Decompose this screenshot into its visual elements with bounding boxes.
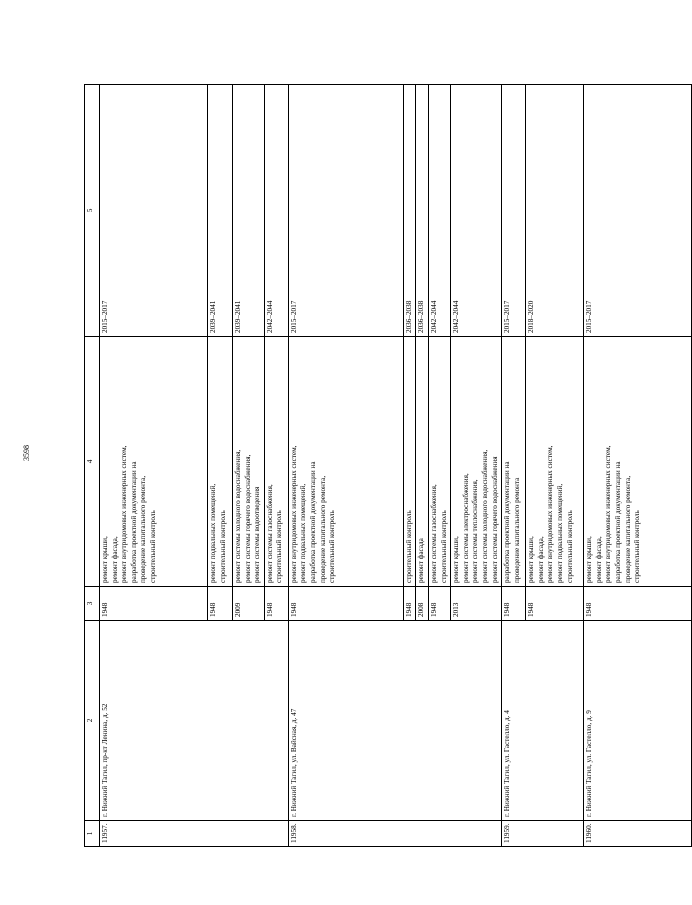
period-cell: 2039–2041 xyxy=(208,85,233,337)
work-item: разработка проектной документации на xyxy=(503,461,512,583)
work-item: ремонт внутридомовых инженерных систем, xyxy=(546,445,555,583)
work-item: проведение капитального ремонта, xyxy=(139,475,148,583)
work-item: разработка проектной документации на xyxy=(308,461,317,583)
row-number-cell: 11958. xyxy=(288,821,501,847)
page-number: 3598 xyxy=(22,445,31,461)
row-number-cell: 11960. xyxy=(584,821,692,847)
year-cell: 1948 xyxy=(584,587,692,621)
work-item: ремонт подвальных помещений, xyxy=(209,483,217,583)
work-item: ремонт системы горячего водоснабжения, xyxy=(243,454,252,583)
work-item: ремонт системы электроснабжения, xyxy=(461,473,470,583)
work-item: разработка проектной документации на xyxy=(613,461,622,583)
work-item: ремонт системы холодного водоснабжения, xyxy=(234,449,242,583)
header-row xyxy=(85,85,100,847)
work-item: ремонт крыши, xyxy=(527,536,536,583)
work-item: ремонт фасада, xyxy=(594,536,603,583)
work-item: ремонт системы холодного водоснабжения, xyxy=(480,449,489,583)
rotated-table-wrapper xyxy=(84,85,642,847)
work-item: строительный контроль xyxy=(328,510,337,583)
works-cell xyxy=(233,337,265,587)
work-item: ремонт фасада xyxy=(417,538,426,583)
address-cell: г. Нижний Тагил, пр-кт Ленина, д. 52 xyxy=(100,621,289,821)
work-item: строительный контроль xyxy=(218,510,227,583)
work-item: ремонт системы теплоснабжения, xyxy=(471,479,480,583)
work-item: проведение капитального ремонта, xyxy=(623,475,632,583)
header-cell: 4 xyxy=(85,337,100,587)
period-cell: 2015–2017 xyxy=(584,85,692,337)
table-body xyxy=(85,85,692,847)
works-cell xyxy=(100,337,208,587)
year-cell: 1948 xyxy=(208,587,233,621)
work-item: проведение капитального ремонта, xyxy=(318,475,327,583)
year-cell: 1948 xyxy=(264,587,288,621)
year-cell: 2013 xyxy=(451,587,502,621)
work-item: проведение капитального ремонта xyxy=(512,477,521,583)
repair-schedule-table xyxy=(84,84,692,847)
work-item: ремонт подвальных помещений, xyxy=(555,483,564,583)
works-cell xyxy=(403,337,416,587)
period-cell: 2042–2044 xyxy=(264,85,288,337)
work-item: ремонт подвальных помещений, xyxy=(299,483,308,583)
work-item: ремонт крыши, xyxy=(585,536,594,583)
work-item: строительный контроль xyxy=(404,510,413,583)
work-item: ремонт системы водоотведения xyxy=(253,486,262,583)
table-row xyxy=(288,85,403,847)
year-cell: 1948 xyxy=(100,587,208,621)
work-item: ремонт системы горячего водоснабжения xyxy=(490,456,499,583)
works-cell xyxy=(264,337,288,587)
work-item: строительный контроль xyxy=(275,510,284,583)
work-item: строительный контроль xyxy=(565,510,574,583)
year-cell: 1948 xyxy=(403,587,416,621)
table-row xyxy=(584,85,692,847)
period-cell: 2042–2044 xyxy=(428,85,450,337)
year-cell: 1948 xyxy=(502,587,526,621)
works-cell xyxy=(416,337,429,587)
address-cell: г. Нижний Тагил, ул. Гастелло, д. 4 xyxy=(502,621,584,821)
header-cell: 2 xyxy=(85,621,100,821)
table-row xyxy=(100,85,208,847)
work-item: разработка проектной документации на xyxy=(129,461,138,583)
work-item: ремонт крыши, xyxy=(101,536,109,583)
works-cell xyxy=(584,337,692,587)
work-item: строительный контроль xyxy=(148,510,157,583)
work-item: строительный контроль xyxy=(439,510,448,583)
period-cell: 2036–2038 xyxy=(403,85,416,337)
work-item: ремонт внутридомовых инженерных систем, xyxy=(604,445,613,583)
header-cell: 5 xyxy=(85,85,100,337)
period-cell: 2015–2017 xyxy=(100,85,208,337)
period-cell: 2018–2020 xyxy=(526,85,584,337)
address-cell: г. Нижний Тагил, ул. Гастелло, д. 9 xyxy=(584,621,692,821)
work-item: строительный контроль xyxy=(633,510,642,583)
period-cell: 2015–2017 xyxy=(288,85,403,337)
period-cell: 2039–2041 xyxy=(233,85,265,337)
year-cell: 2008 xyxy=(416,587,429,621)
row-number-cell: 11957. xyxy=(100,821,289,847)
year-cell: 2009 xyxy=(233,587,265,621)
year-cell: 1948 xyxy=(526,587,584,621)
works-cell xyxy=(428,337,450,587)
header-cell: 3 xyxy=(85,587,100,621)
period-cell: 2036–2038 xyxy=(416,85,429,337)
work-item: ремонт внутридомовых инженерных систем, xyxy=(120,445,129,583)
works-cell xyxy=(526,337,584,587)
works-cell xyxy=(288,337,403,587)
header-cell: 1 xyxy=(85,821,100,847)
work-item: ремонт фасада, xyxy=(536,536,545,583)
work-item: ремонт внутридомовых инженерных систем, xyxy=(289,445,298,583)
table-row xyxy=(502,85,526,847)
year-cell: 1948 xyxy=(288,587,403,621)
row-number-cell: 11959. xyxy=(502,821,584,847)
year-cell: 1948 xyxy=(428,587,450,621)
period-cell: 2042–2044 xyxy=(451,85,502,337)
period-cell: 2015–2017 xyxy=(502,85,526,337)
work-item: ремонт системы газоснабжения, xyxy=(429,484,438,583)
work-item: ремонт фасада, xyxy=(110,536,119,583)
works-cell xyxy=(451,337,502,587)
work-item: ремонт крыши, xyxy=(452,536,461,583)
work-item: ремонт системы газоснабжения, xyxy=(265,484,274,583)
works-cell xyxy=(502,337,526,587)
works-cell xyxy=(208,337,233,587)
address-cell: г. Нижний Тагил, ул. Вайсная, д. 47 xyxy=(288,621,501,821)
